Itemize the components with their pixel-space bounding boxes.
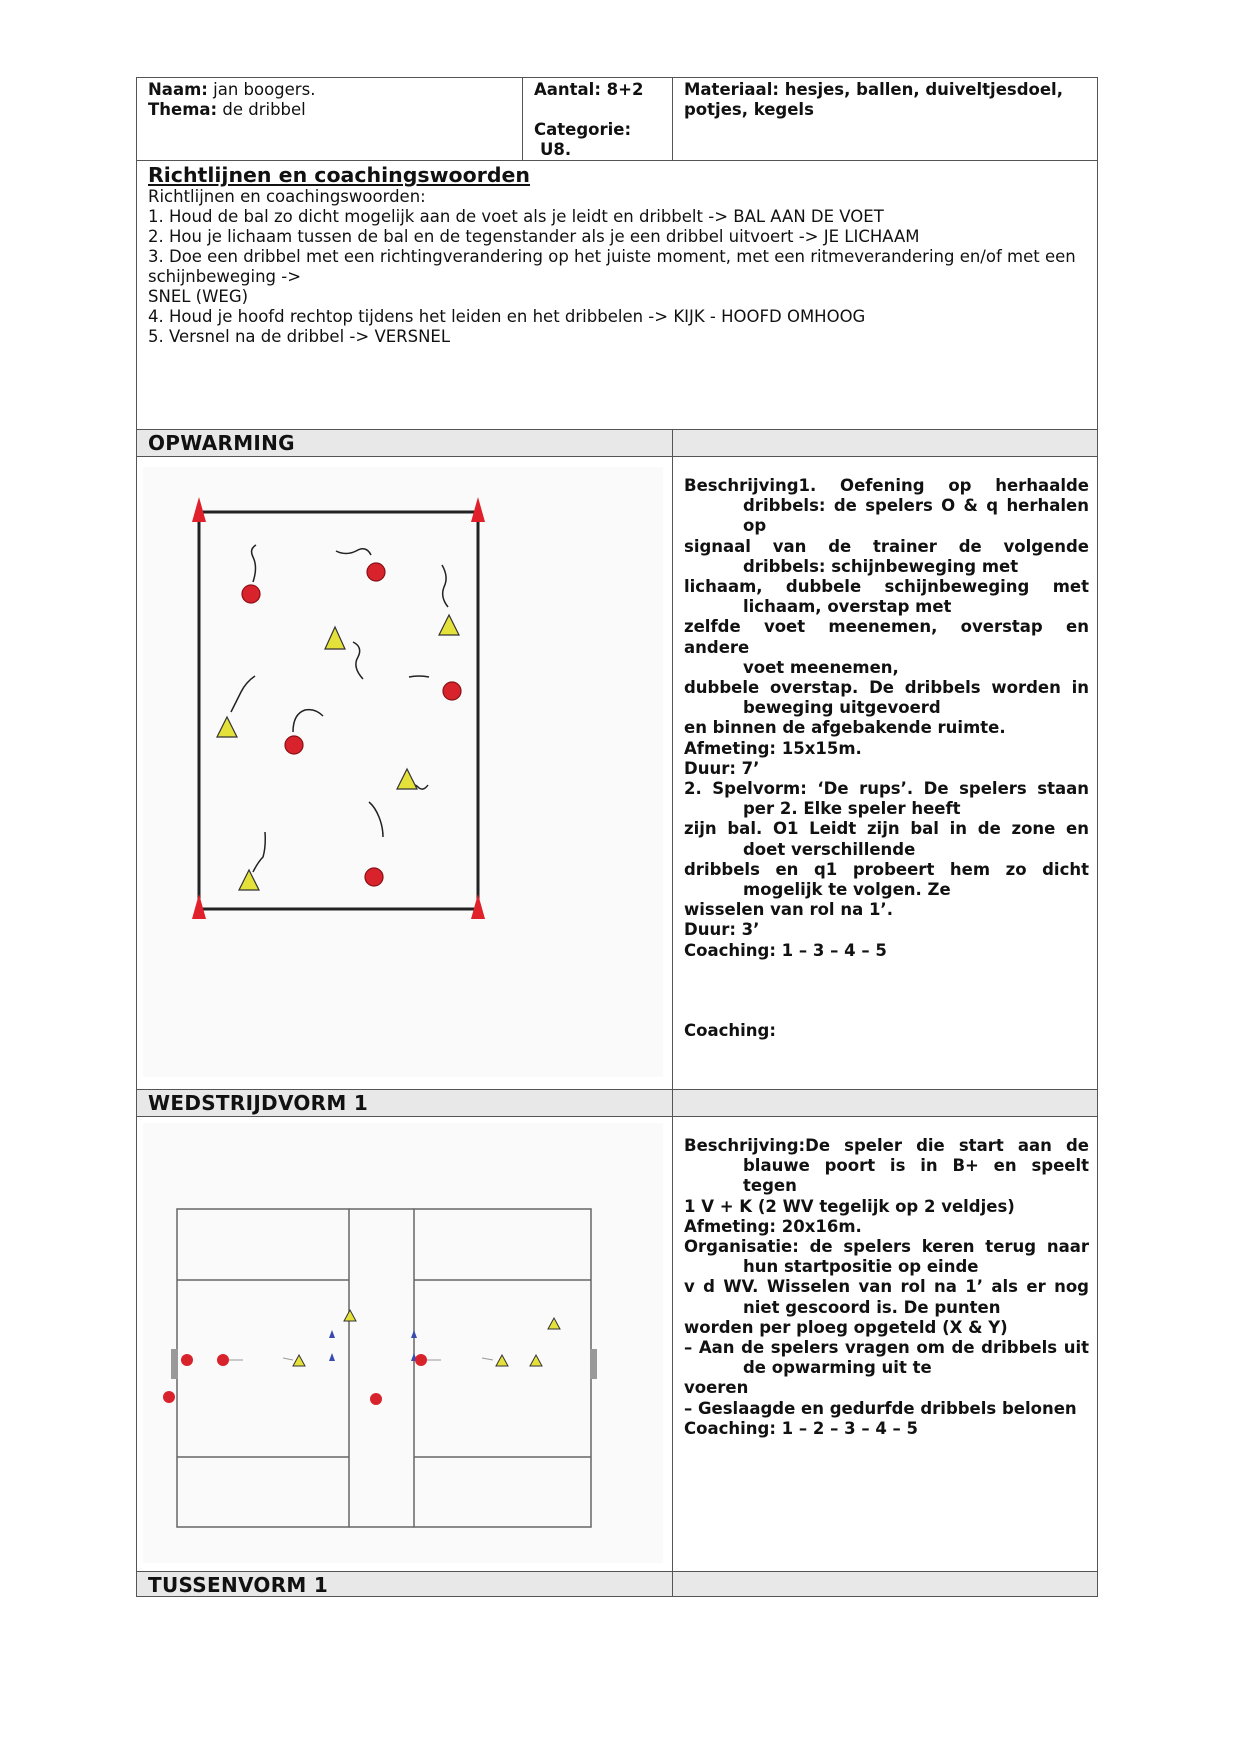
description-line: v d WV. Wisselen van rol na 1’ als er nog: [684, 1277, 1089, 1297]
description-line: Duur: 7’: [684, 758, 760, 778]
description-line: mogelijk te volgen. Ze: [743, 880, 951, 900]
description-line: Beschrijving:De speler die start aan de: [684, 1136, 1089, 1155]
thema-value: de dribbel: [222, 100, 306, 119]
wedstrijdvorm-header-row: [136, 1089, 1098, 1116]
description-line: dribbels: schijnbeweging met: [743, 556, 1019, 576]
description-line: Afmeting: 20x16m.: [684, 1216, 862, 1236]
table-bottom-border: [136, 1596, 1098, 1597]
richtlijnen-title: Richtlijnen en coachingswoorden: [148, 163, 531, 187]
description-line: Organisatie: de spelers keren terug naar: [684, 1237, 1089, 1257]
richtlijnen-list: [148, 207, 1087, 347]
richtlijn-line: 4. Houd je hoofd rechtop tijdens het leiden en het dribbelen -> KIJK - HOOFD OMHOOG: [148, 307, 866, 326]
richtlijnen-row: [136, 160, 1098, 429]
description-line: zijn bal. O1 Leidt zijn bal in de zone en: [684, 819, 1089, 839]
richtlijn-line: 1. Houd de bal zo dicht mogelijk aan de voet als je leidt en dribbelt -> BAL AAN DE VOET: [148, 207, 884, 226]
description-line: de opwarming uit te: [743, 1358, 932, 1378]
thema-label: Thema:: [148, 100, 218, 119]
wedstrijdvorm-body-row: [136, 1116, 1098, 1571]
tussenvorm-title: TUSSENVORM 1: [148, 1573, 329, 1597]
goal-right: [590, 1349, 597, 1379]
description-line: voeren: [684, 1378, 749, 1398]
richtlijn-line: SNEL (WEG): [148, 287, 249, 306]
lesson-sheet: [136, 77, 1100, 1596]
ball: [242, 585, 260, 603]
naam-value: jan boogers.: [213, 80, 316, 99]
description-line: zelfde voet meenemen, overstap en andere: [684, 617, 1089, 657]
materiaal-text: Materiaal: hesjes, ballen, duiveltjesdoel, potjes, kegels: [684, 80, 1063, 119]
opwarming-header-row: [136, 429, 1098, 456]
wedstrijdvorm-description: [672, 1117, 1099, 1571]
description-line: niet gescoord is. De punten: [743, 1297, 1001, 1317]
richtlijnen-subtitle: Richtlijnen en coachingswoorden:: [148, 187, 426, 206]
description-line: per 2. Elke speler heeft: [743, 799, 961, 819]
wedstrijdvorm-header-empty: [672, 1090, 1099, 1116]
naam-label: Naam:: [148, 80, 208, 99]
wedstrijdvorm-diagram: [143, 1123, 663, 1563]
description-line: tegen: [743, 1176, 797, 1196]
description-line: hun startpositie op einde: [743, 1257, 979, 1277]
description-line: Coaching: 1 – 3 – 4 – 5: [684, 940, 887, 960]
opwarming-desc-lines: [684, 476, 1089, 961]
wedstrijdvorm-diagram-cell: [137, 1117, 672, 1571]
opwarming-body-row: [136, 456, 1098, 1089]
description-line: en binnen de afgebakende ruimte.: [684, 718, 1006, 738]
ball: [285, 736, 303, 754]
description-line: voet meenemen,: [743, 657, 899, 677]
tussenvorm-header-empty: [672, 1572, 1099, 1596]
description-line: Afmeting: 15x15m.: [684, 738, 862, 758]
description-line: – Aan de spelers vragen om de dribbels uit: [684, 1338, 1089, 1358]
description-line: lichaam, overstap met: [743, 597, 952, 617]
categorie-value: U8.: [540, 140, 572, 159]
materiaal-cell: [672, 78, 1099, 160]
ball: [367, 563, 385, 581]
description-line: Coaching: 1 – 2 – 3 – 4 – 5: [684, 1418, 919, 1438]
wedstrijdvorm-desc-lines: [684, 1136, 1089, 1439]
description-line: dubbele overstap. De dribbels worden in: [684, 678, 1089, 698]
opwarming-diagram-cell: [137, 457, 672, 1089]
description-line: dribbels en q1 probeert hem zo dicht: [684, 859, 1089, 879]
categorie-label: Categorie:: [534, 120, 632, 139]
description-line: blauwe poort is in B+ en speelt: [743, 1156, 1089, 1176]
description-line: Duur: 3’: [684, 920, 760, 940]
aantal-cell: [522, 78, 672, 160]
opwarming-title: OPWARMING: [148, 431, 295, 455]
description-line: wisselen van rol na 1’.: [684, 900, 893, 920]
header-row: [136, 77, 1098, 160]
richtlijn-line: 2. Hou je lichaam tussen de bal en de tegenstander als je een dribbel uitvoert -> JE LICHAAM: [148, 227, 920, 246]
opwarming-coaching: Coaching:: [684, 1020, 776, 1040]
wedstrijdvorm-title: WEDSTRIJDVORM 1: [148, 1091, 369, 1115]
description-line: worden per ploeg opgeteld (X & Y): [684, 1317, 1008, 1337]
richtlijn-line: 5. Versnel na de dribbel -> VERSNEL: [148, 327, 451, 346]
ball: [443, 682, 461, 700]
description-line: Beschrijving1. Oefening op herhaalde: [684, 476, 1089, 495]
description-line: lichaam, dubbele schijnbeweging met: [684, 577, 1089, 597]
richtlijn-line: 3. Doe een dribbel met een richtingverandering op het juiste moment, met een ritmeverandering en/of met een schijnbeweging ->: [148, 247, 1076, 286]
description-line: 1 V + K (2 WV tegelijk op 2 veldjes): [684, 1196, 1015, 1216]
description-line: dribbels: de spelers O & q herhalen op: [743, 496, 1089, 536]
ball: [365, 868, 383, 886]
opwarming-diagram: [143, 467, 663, 1077]
description-line: – Geslaagde en gedurfde dribbels belonen: [684, 1398, 1077, 1418]
description-line: signaal van de trainer de volgende: [684, 536, 1089, 556]
opwarming-header-empty: [672, 430, 1099, 456]
description-line: doet verschillende: [743, 839, 916, 859]
description-line: beweging uitgevoerd: [743, 698, 941, 718]
name-theme-cell: [137, 78, 522, 160]
tussenvorm-header-row: [136, 1571, 1098, 1596]
goal-left: [171, 1349, 178, 1379]
opwarming-description: [672, 457, 1099, 1089]
aantal-text: Aantal: 8+2: [534, 80, 644, 99]
description-line: 2. Spelvorm: ‘De rups’. De spelers staan: [684, 779, 1089, 799]
